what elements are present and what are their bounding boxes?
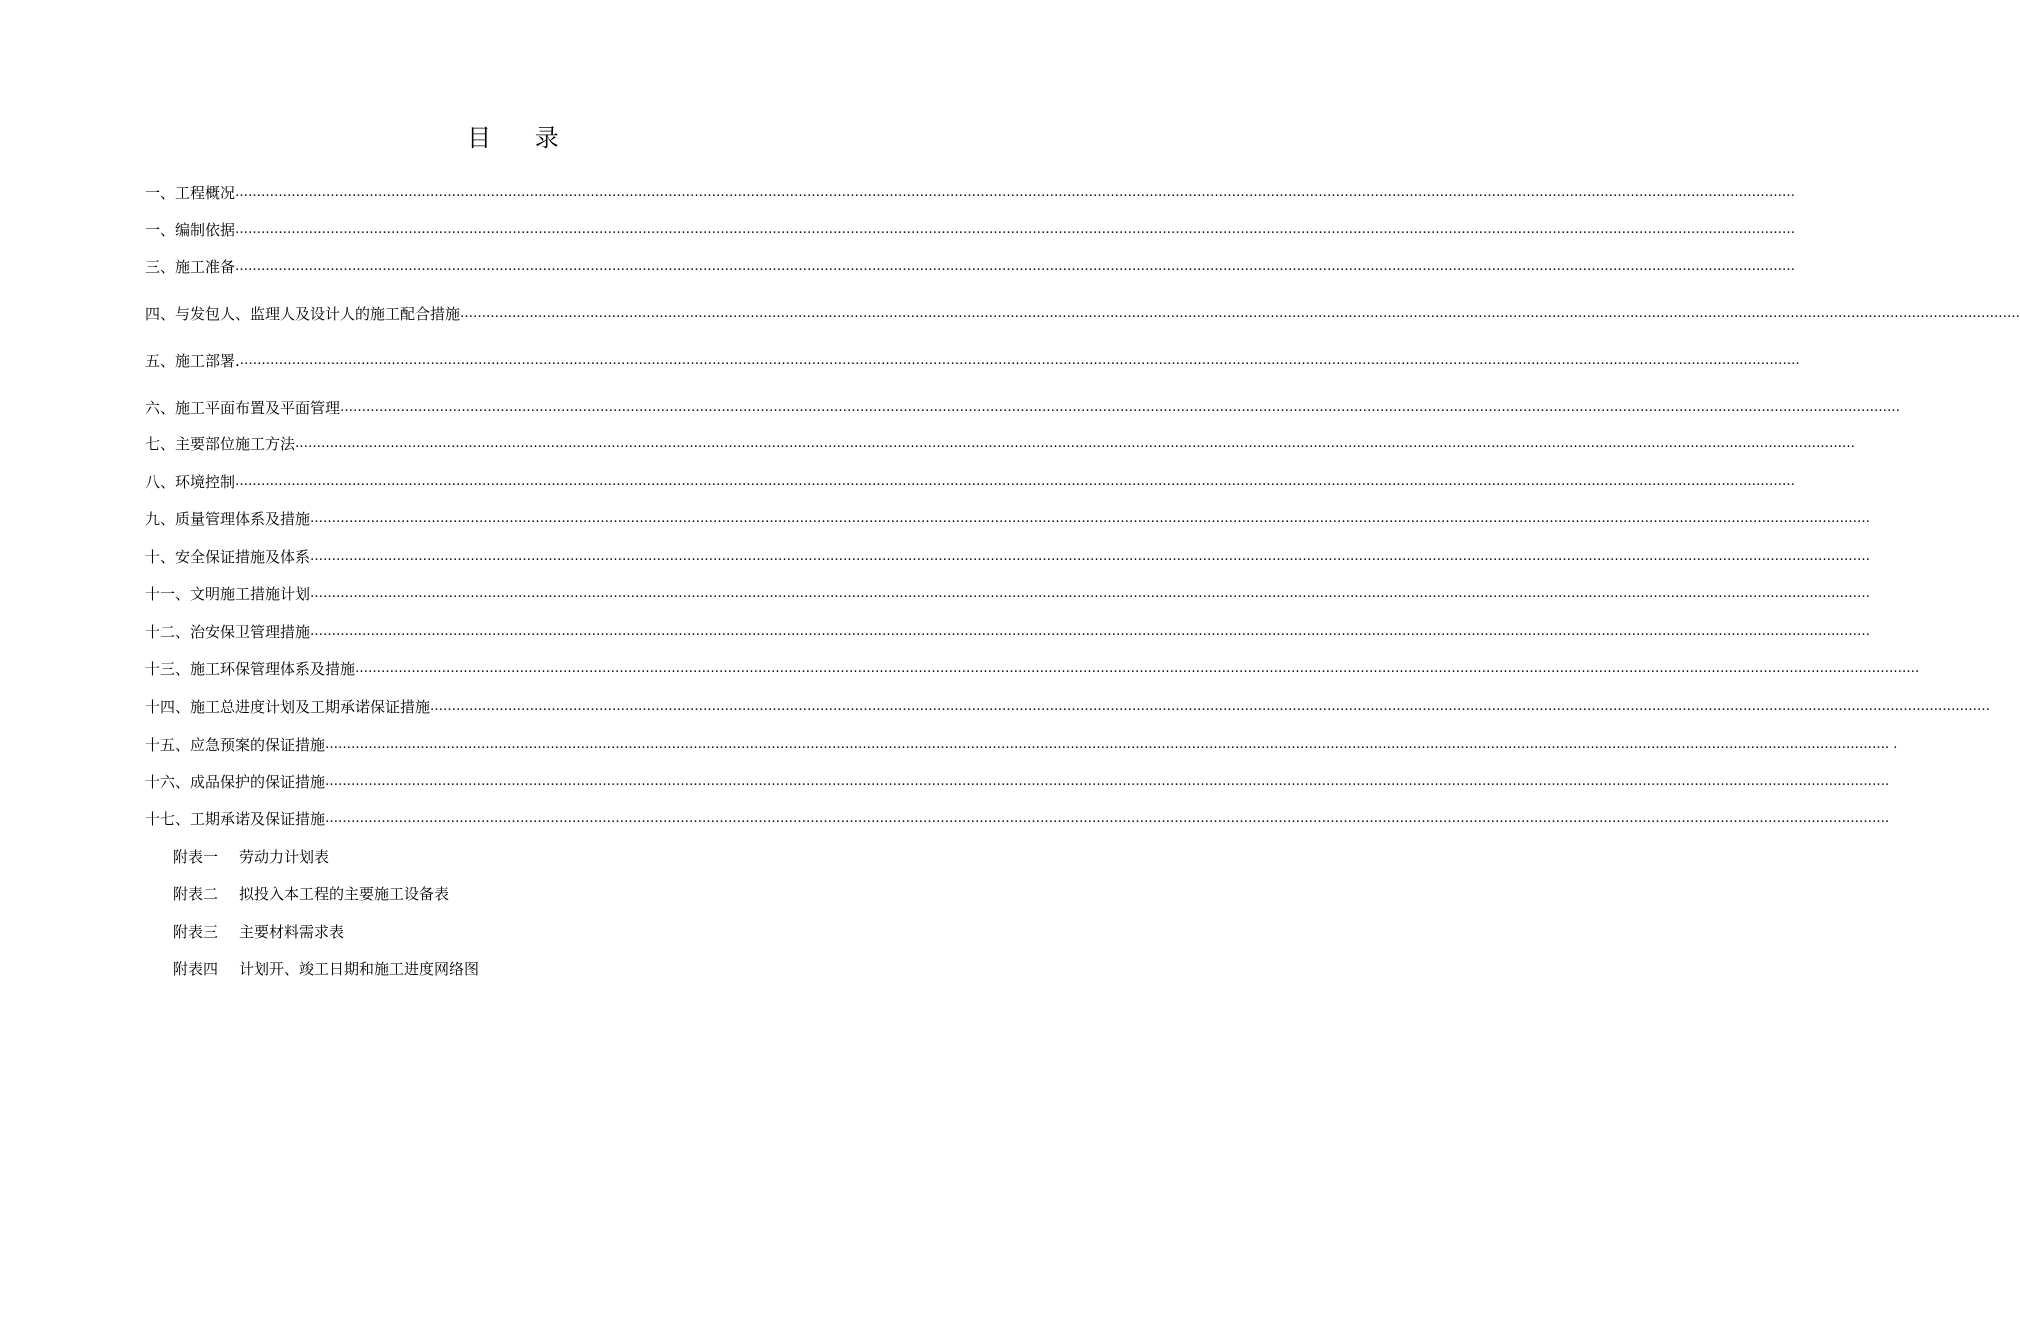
dot-leader: ……………………………………………………………………………………………………………………………………………………………………………………………………………………………………………………………………………………………………………………………… <box>310 511 1871 526</box>
toc-entry[interactable] <box>145 620 1871 644</box>
dot-leader: ……………………………………………………………………………………………………………………………………………………………………………………………………………………………………………………………………………………………………………………………… <box>340 400 1901 415</box>
toc-entry-label: 九、质量管理体系及措施 <box>145 510 311 528</box>
toc-entry-label: 八、环境控制 <box>145 473 236 491</box>
dot-leader: ……………………………………………………………………………………………………………………………………………………………………………………………………………………………………………………………………………………………………………………………… <box>430 699 1991 714</box>
toc-entry[interactable] <box>145 545 1871 569</box>
toc-entry[interactable] <box>145 349 1800 373</box>
toc-entry-label: 十六、成品保护的保证措施 <box>145 773 326 791</box>
appendix-entry[interactable] <box>173 845 329 869</box>
toc-entry[interactable] <box>145 733 1898 757</box>
toc-entry[interactable] <box>145 582 1871 606</box>
appendix-text: 主要材料需求表 <box>239 923 345 941</box>
toc-entry[interactable] <box>145 396 1901 420</box>
toc-entry-tail: . <box>1915 661 1920 676</box>
dot-leader: ……………………………………………………………………………………………………………………………………………………………………………………………………………………………………………………………………………………………………………………………… <box>235 222 1796 237</box>
toc-title: 目 录 <box>467 124 577 152</box>
toc-entry-label: 五、施工部署. <box>145 352 240 370</box>
dot-leader: ……………………………………………………………………………………………………………………………………………………………………………………………………………………………………………………………………………………………………………………………… <box>295 436 1856 451</box>
toc-entry[interactable] <box>145 181 1796 205</box>
dot-leader: ……………………………………………………………………………………………………………………………………………………………………………………………………………………………………………………………………………………………………………………………… <box>325 737 1886 752</box>
appendix-text: 劳动力计划表 <box>239 848 330 866</box>
toc-entry[interactable] <box>145 507 1871 531</box>
toc-entry[interactable] <box>145 218 1796 242</box>
toc-entry[interactable] <box>145 657 1920 681</box>
dot-leader: ……………………………………………………………………………………………………………………………………………………………………………………………………………………………………………………………………………………………………………………………… <box>325 811 1886 826</box>
toc-entry-label: 十五、应急预案的保证措施 <box>145 736 326 754</box>
dot-leader: ……………………………………………………………………………………………………………………………………………………………………………………………………………………………………………………………………………………………………………………………… <box>239 353 1800 368</box>
toc-entry[interactable] <box>145 432 1856 456</box>
dot-leader: ……………………………………………………………………………………………………………………………………………………………………………………………………………………………………………………………………………………………………………………………… <box>235 474 1796 489</box>
toc-entry-label: 十七、工期承诺及保证措施 <box>145 810 326 828</box>
toc-entry-label: 一、工程概况 <box>145 184 236 202</box>
toc-entry[interactable] <box>145 302 2020 326</box>
toc-entry-label: 七、主要部位施工方法 <box>145 435 296 453</box>
appendix-text: 计划开、竣工日期和施工进度网络图 <box>239 960 480 978</box>
dot-leader: ……………………………………………………………………………………………………………………………………………………………………………………………………………………………………………………………………………………………………………………………… <box>325 774 1886 789</box>
appendix-label: 附表三 <box>173 923 219 941</box>
toc-entry-label: 十四、施工总进度计划及工期承诺保证措施 <box>145 698 431 716</box>
appendix-label: 附表一 <box>173 848 219 866</box>
appendix-text: 拟投入本工程的主要施工设备表 <box>239 885 450 903</box>
toc-entry-label: 十三、施工环保管理体系及措施 <box>145 660 356 678</box>
dot-leader: ……………………………………………………………………………………………………………………………………………………………………………………………………………………………………………………………………………………………………………………………… <box>310 586 1871 601</box>
dot-leader: ……………………………………………………………………………………………………………………………………………………………………………………………………………………………………………………………………………………………………………………………… <box>460 306 2020 321</box>
toc-entry-label: 三、施工准备 <box>145 258 236 276</box>
toc-entry[interactable] <box>145 695 1991 719</box>
dot-leader: ……………………………………………………………………………………………………………………………………………………………………………………………………………………………………………………………………………………………………………………………… <box>355 661 1916 676</box>
appendix-entry[interactable] <box>173 920 344 944</box>
appendix-entry[interactable] <box>173 957 479 981</box>
appendix-entry[interactable] <box>173 882 449 906</box>
toc-entry-label: 一、编制依据 <box>145 221 236 239</box>
toc-entry-label: 十一、文明施工措施计划 <box>145 585 311 603</box>
toc-entry-label: 十、安全保证措施及体系 <box>145 548 311 566</box>
toc-entry-label: 十二、治安保卫管理措施 <box>145 623 311 641</box>
toc-entry[interactable] <box>145 255 1796 279</box>
dot-leader: ……………………………………………………………………………………………………………………………………………………………………………………………………………………………………………………………………………………………………………………………… <box>235 259 1796 274</box>
dot-leader: ……………………………………………………………………………………………………………………………………………………………………………………………………………………………………………………………………………………………………………………………… <box>310 624 1871 639</box>
dot-leader: ……………………………………………………………………………………………………………………………………………………………………………………………………………………………………………………………………………………………………………………………… <box>310 549 1871 564</box>
toc-entry[interactable] <box>145 770 1890 794</box>
appendix-label: 附表二 <box>173 885 219 903</box>
toc-entry[interactable] <box>145 807 1890 831</box>
toc-entry-label: 四、与发包人、监理人及设计人的施工配合措施 <box>145 305 461 323</box>
dot-leader: ……………………………………………………………………………………………………………………………………………………………………………………………………………………………………………………………………………………………………………………………… <box>235 185 1796 200</box>
toc-entry-tail: . <box>1885 811 1890 826</box>
toc-entry-tail: . <box>1885 774 1890 789</box>
toc-entry-tail: . . <box>1885 737 1898 752</box>
appendix-label: 附表四 <box>173 960 219 978</box>
toc-entry[interactable] <box>145 470 1796 494</box>
toc-entry-label: 六、施工平面布置及平面管理 <box>145 399 341 417</box>
